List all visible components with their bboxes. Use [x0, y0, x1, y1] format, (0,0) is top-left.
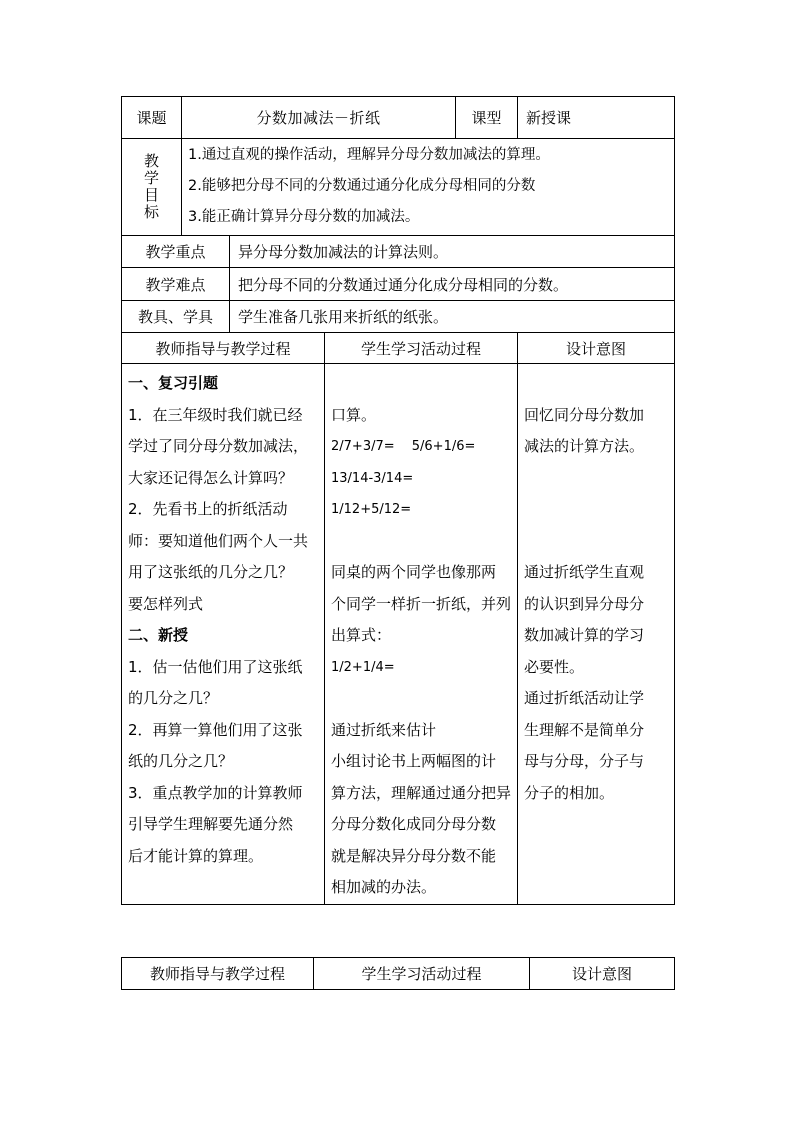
process-row: [122, 364, 675, 905]
student-line: 相加减的办法。: [331, 878, 437, 896]
teacher-column-header: 教师指导与教学过程: [122, 333, 325, 364]
student-line: 13/14-3/14=: [331, 470, 414, 486]
student-line: [331, 683, 511, 715]
student-column-header: 学生学习活动过程: [314, 958, 530, 990]
student-column: [325, 364, 518, 905]
objectives-list: [182, 139, 675, 236]
objective-item: 2.能够把分母不同的分数通过通分化成分母相同的分数: [188, 178, 536, 194]
design-column: [518, 364, 675, 905]
student-line: [331, 526, 511, 558]
design-line: [524, 463, 668, 495]
teacher-column-header: 教师指导与教学过程: [122, 958, 314, 990]
design-line: [524, 368, 668, 400]
teacher-line: 的几分之几？: [128, 689, 219, 707]
design-line: [524, 526, 668, 558]
design-line: 通过折纸活动让学: [524, 689, 645, 707]
student-line: 2/7+3/7= 5/6+1/6=: [331, 439, 476, 454]
key-point-row: [122, 236, 675, 268]
columns-header-row: [122, 333, 675, 364]
design-line: 的认识到异分母分: [524, 594, 645, 613]
teacher-line: 2．再算一算他们用了这张: [128, 720, 303, 739]
continuation-header-row: [122, 958, 675, 990]
objectives-label-char: 学: [143, 169, 159, 187]
teacher-line: 引导学生理解要先通分然: [128, 815, 294, 833]
teacher-line: 二、新授: [128, 626, 189, 644]
design-line: 通过折纸学生直观: [524, 563, 645, 581]
student-line: 同桌的两个同学也像那两: [331, 563, 497, 581]
objective-item: 1.通过直观的操作活动，理解异分母分数加减法的算理。: [188, 147, 550, 163]
student-line: 个同学一样折一折纸，并列: [331, 594, 512, 613]
tools-row: [122, 301, 675, 333]
student-line: 1/2+1/4=: [331, 659, 395, 675]
objectives-row: [122, 139, 675, 236]
type-label: 课型: [456, 97, 518, 139]
student-line: [331, 368, 511, 400]
design-line: 必要性。: [524, 657, 585, 676]
student-column-header: 学生学习活动过程: [325, 333, 518, 364]
student-line: 1/12+5/12=: [331, 502, 412, 517]
difficulty-value: 把分母不同的分数通过通分化成分母相同的分数。: [230, 268, 675, 301]
header-row: [122, 97, 675, 139]
design-line: 回忆同分母分数加: [524, 405, 645, 424]
design-column-header: 设计意图: [530, 958, 675, 990]
teacher-line: 学过了同分母分数加减法，: [128, 437, 309, 455]
tools-label: 教具、学具: [122, 301, 230, 333]
type-value: 新授课: [518, 97, 675, 139]
design-column-header: 设计意图: [518, 333, 675, 364]
teacher-line: 要怎样列式: [128, 594, 204, 613]
key-point-label: 教学重点: [122, 236, 230, 268]
student-line: 小组讨论书上两幅图的计: [331, 752, 497, 770]
lesson-plan-table: [121, 96, 675, 905]
objectives-label-char: 教: [143, 152, 159, 170]
teacher-line: 纸的几分之几？: [128, 752, 234, 770]
teacher-column: [122, 364, 325, 905]
design-line: 生理解不是简单分: [524, 720, 645, 739]
teacher-line: 3．重点教学加的计算教师: [128, 783, 303, 802]
design-line: 母与分母，分子与: [524, 752, 645, 770]
objectives-label-char: 标: [143, 203, 159, 221]
teacher-line: 师：要知道他们两个人一共: [128, 531, 309, 550]
student-line: 算方法，理解通过通分把异: [331, 783, 512, 802]
key-point-value: 异分母分数加减法的计算法则。: [230, 236, 675, 268]
teacher-line: 1．估一估他们用了这张纸: [128, 657, 303, 676]
teacher-line: 后才能计算的算理。: [128, 846, 264, 865]
student-line: 就是解决异分母分数不能: [331, 846, 497, 865]
lesson-label: 课题: [122, 97, 182, 139]
student-line: 出算式：: [331, 626, 392, 644]
design-line: 分子的相加。: [524, 783, 615, 802]
lesson-title: 分数加减法－折纸: [182, 97, 456, 139]
teacher-line: 1．在三年级时我们就已经: [128, 405, 303, 424]
student-line: 口算。: [331, 405, 377, 424]
student-line: 通过折纸来估计: [331, 720, 437, 739]
teacher-line: 2．先看书上的折纸活动: [128, 500, 288, 518]
design-line: [524, 494, 668, 526]
objectives-label: [122, 139, 182, 236]
tools-value: 学生准备几张用来折纸的纸张。: [230, 301, 675, 333]
teacher-line: 一、复习引题: [128, 374, 219, 392]
difficulty-row: [122, 268, 675, 301]
teacher-line: 用了这张纸的几分之几？: [128, 563, 294, 581]
student-line: 分母分数化成同分母分数: [331, 815, 497, 833]
objectives-label-char: 目: [143, 186, 159, 204]
difficulty-label: 教学难点: [122, 268, 230, 301]
design-line: 减法的计算方法。: [524, 437, 645, 455]
objective-item: 3.能正确计算异分母分数的加减法。: [188, 209, 420, 225]
teacher-line: 大家还记得怎么计算吗？: [128, 468, 294, 487]
continuation-table: [121, 957, 675, 990]
design-line: 数加减计算的学习: [524, 626, 645, 644]
